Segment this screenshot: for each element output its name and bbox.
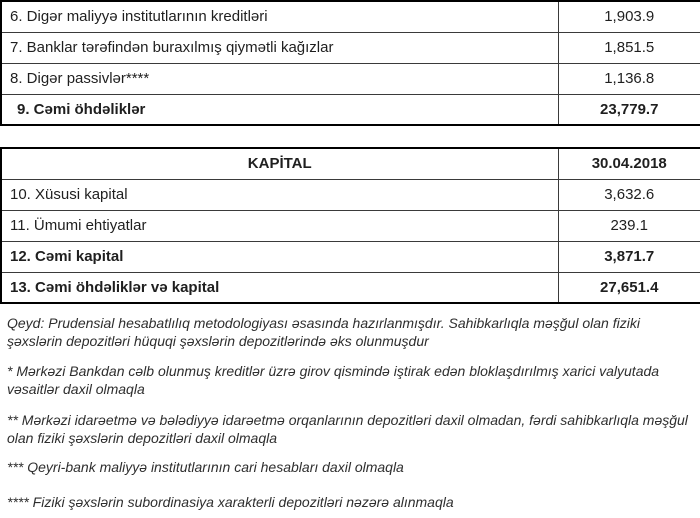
capital-header-row (1, 148, 700, 179)
row-label: 8. Digər passivlər**** (1, 63, 558, 94)
row-label: 10. Xüsusi kapital (1, 179, 558, 210)
footnotes (0, 314, 700, 511)
table-row-total-capital (1, 241, 700, 272)
row-label: 6. Digər maliyyə institutlarının kreditləri (1, 1, 558, 32)
footnote-1star: * Mərkəzi Bankdan cəlb olunmuş kreditlər üzrə girov qismində iştirak edən bloklaşdırılmış xarici valyutada vəsaitlər daxil olmaqla (7, 363, 660, 397)
row-label: 7. Banklar tərəfindən buraxılmış qiymətli kağızlar (1, 32, 558, 63)
footnote-3star: *** Qeyri-bank maliyyə institutlarının cari hesabları daxil olmaqla (7, 459, 404, 475)
row-value: 23,779.7 (558, 94, 700, 125)
table-spacer (0, 126, 700, 147)
row-value: 3,632.6 (558, 179, 700, 210)
table-row (1, 210, 700, 241)
row-value: 1,136.8 (558, 63, 700, 94)
row-label: 11. Ümumi ehtiyatlar (1, 210, 558, 241)
table-row (1, 1, 700, 32)
capital-header-date: 30.04.2018 (558, 148, 700, 179)
row-value: 27,651.4 (558, 272, 700, 303)
table-row (1, 32, 700, 63)
table-row-total-liabilities-and-capital (1, 272, 700, 303)
table-row (1, 179, 700, 210)
row-value: 1,903.9 (558, 1, 700, 32)
table-row-total-liabilities (1, 94, 700, 125)
capital-header-label: KAPİTAL (1, 148, 558, 179)
row-label: 13. Cəmi öhdəliklər və kapital (1, 272, 558, 303)
table-row (1, 63, 700, 94)
row-label: 9. Cəmi öhdəliklər (1, 94, 558, 125)
row-value: 1,851.5 (558, 32, 700, 63)
row-value: 239.1 (558, 210, 700, 241)
liabilities-table (0, 0, 700, 126)
footnote-qeyd: Qeyd: Prudensial hesabatlılıq metodologiyası əsasında hazırlanmışdır. Sahibkarlıqla məşğul olan fiziki şəxslərin depozitləri hüquqi şəxslərin depozitlərində əks olunmuşdur (7, 315, 640, 349)
row-label: 12. Cəmi kapital (1, 241, 558, 272)
capital-table (0, 147, 700, 304)
footnote-2star: ** Mərkəzi idarəetmə və bələdiyyə idarəetmə orqanlarının depozitləri daxil olmadan, fərdi sahibkarlıqla məşğul olan fiziki şəxslərin depozitləri daxil olmaqla (7, 412, 688, 446)
footnote-4star: **** Fiziki şəxslərin subordinasiya xarakterli depozitləri nəzərə alınmaqla (7, 494, 454, 510)
row-value: 3,871.7 (558, 241, 700, 272)
